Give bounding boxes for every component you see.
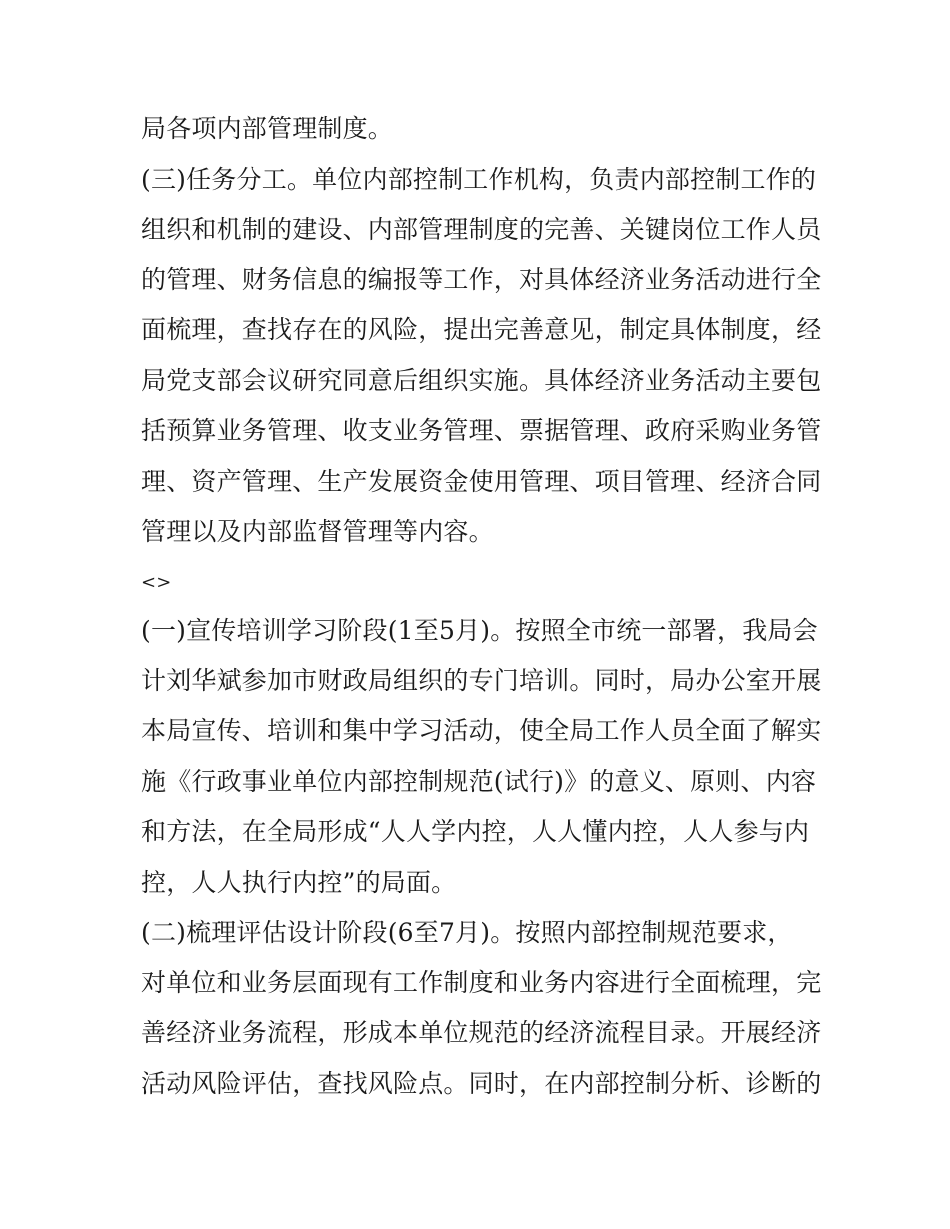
text-line-8: 理、资产管理、生产发展资金使用管理、项目管理、经济合同 xyxy=(141,467,821,496)
text-line-19: 活动风险评估，查找风险点。同时，在内部控制分析、诊断的 xyxy=(141,1069,821,1098)
text-line-11: 计刘华斌参加市财政局组织的专门培训。同时，局办公室开展 xyxy=(141,666,821,695)
section-marker: <> xyxy=(141,572,172,593)
text-line-1: 局各项内部管理制度。 xyxy=(141,114,394,143)
text-line-15: 控，人人执行内控”的局面。 xyxy=(141,868,457,897)
text-line-13: 施《行政事业单位内部控制规范(试行)》的意义、原则、内容 xyxy=(141,767,817,796)
text-line-6: 局党支部会议研究同意后组织实施。具体经济业务活动主要包 xyxy=(141,366,821,395)
text-line-4: 的管理、财务信息的编报等工作，对具体经济业务活动进行全 xyxy=(141,265,821,294)
text-line-17: 对单位和业务层面现有工作制度和业务内容进行全面梳理，完 xyxy=(141,968,821,997)
text-line-12: 本局宣传、培训和集中学习活动，使全局工作人员全面了解实 xyxy=(141,716,821,745)
text-line-2: (三)任务分工。单位内部控制工作机构，负责内部控制工作的 xyxy=(141,165,817,194)
text-line-14: 和方法，在全局形成“人人学内控，人人懂内控，人人参与内 xyxy=(141,817,810,846)
text-line-3: 组织和机制的建设、内部管理制度的完善、关键岗位工作人员 xyxy=(141,215,821,244)
text-line-9: 管理以及内部监督管理等内容。 xyxy=(141,517,494,546)
text-line-18: 善经济业务流程，形成本单位规范的经济流程目录。开展经济 xyxy=(141,1018,821,1047)
text-line-10: (一)宣传培训学习阶段(1至5月)。按照全市统一部署，我局会 xyxy=(141,616,818,645)
text-line-5: 面梳理，查找存在的风险，提出完善意见，制定具体制度，经 xyxy=(141,315,821,344)
text-line-7: 括预算业务管理、收支业务管理、票据管理、政府采购业务管 xyxy=(141,416,821,445)
text-line-16: (二)梳理评估设计阶段(6至7月)。按照内部控制规范要求， xyxy=(141,918,793,947)
